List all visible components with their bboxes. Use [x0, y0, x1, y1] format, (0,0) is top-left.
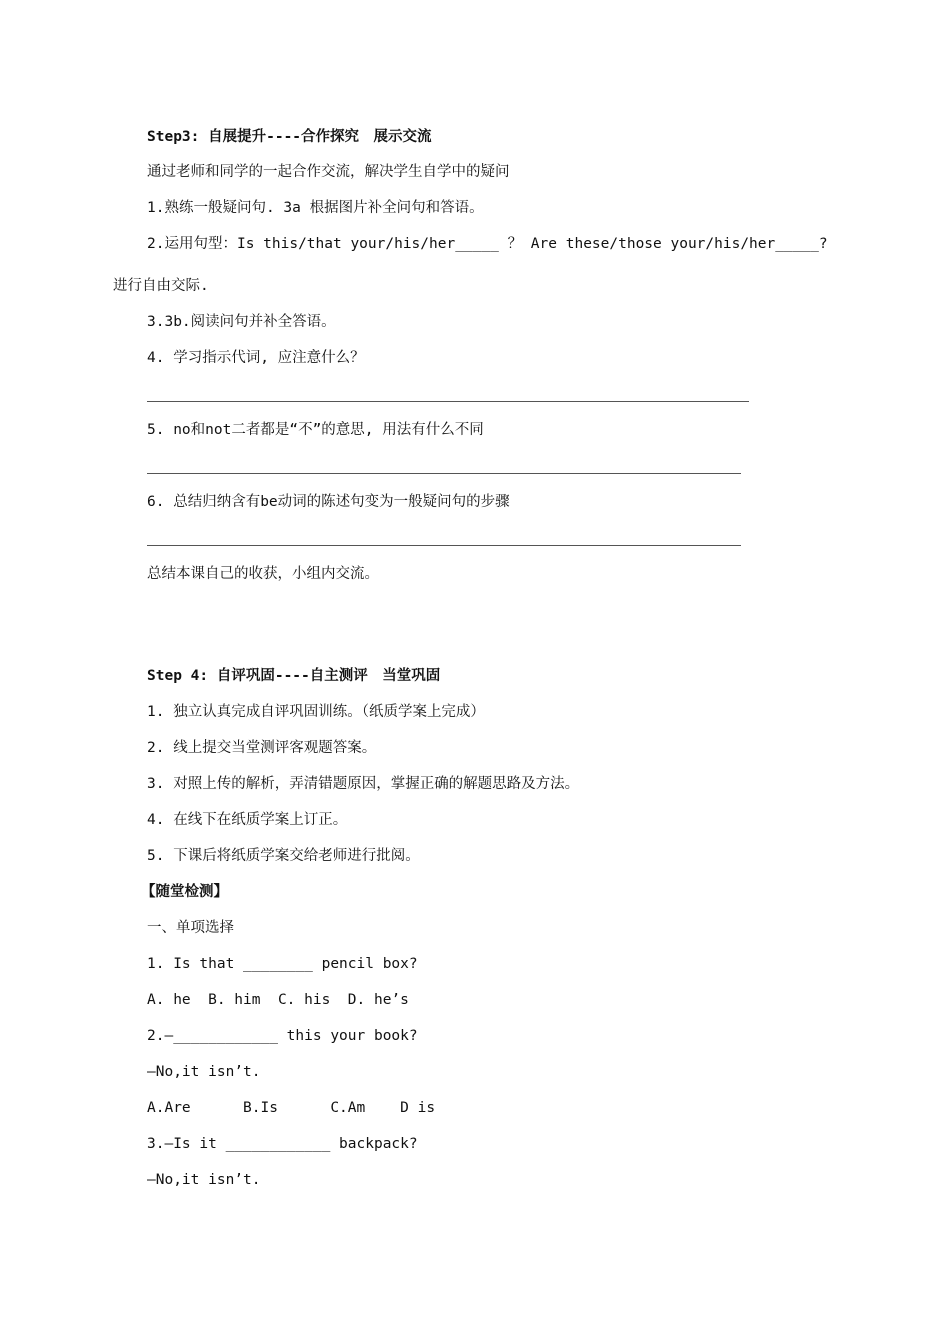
step3-item-6: 6. 总结归纳含有be动词的陈述句变为一般疑问句的步骤 [147, 494, 510, 510]
question-3-answer: —No,it isn’t. [147, 1172, 261, 1188]
step3-summary: 总结本课自己的收获，小组内交流。 [147, 566, 379, 582]
question-2-options: A.Are B.Is C.Am D is [147, 1100, 436, 1116]
question-1-options: A. he B. him C. his D. he’s [147, 992, 409, 1008]
question-3: 3.—Is it ____________ backpack? [147, 1136, 418, 1152]
quiz-section-title: 一、单项选择 [147, 920, 234, 936]
question-2-answer: —No,it isn’t. [147, 1064, 261, 1080]
step3-item-3: 3.3b.阅读问句并补全答语。 [147, 314, 336, 330]
answer-line-5 [147, 473, 741, 474]
step3-item-2-continued: 进行自由交际. [113, 278, 209, 294]
step3-item-2: 2.运用句型：Is this/that your/his/her_____ ？ Are these/those your/his/her_____? [147, 236, 828, 252]
answer-line-4 [147, 401, 749, 402]
step4-heading: Step 4: 自评巩固----自主测评 当堂巩固 [147, 668, 441, 684]
step4-item-1: 1. 独立认真完成自评巩固训练。（纸质学案上完成） [147, 704, 485, 720]
step3-heading: Step3: 自展提升----合作探究 展示交流 [147, 129, 432, 145]
question-1: 1. Is that ________ pencil box? [147, 956, 418, 972]
step4-item-5: 5. 下课后将纸质学案交给老师进行批阅。 [147, 848, 420, 864]
step3-item-4: 4. 学习指示代词, 应注意什么？ [147, 350, 365, 366]
step3-item-5: 5. no和not二者都是“不”的意思, 用法有什么不同 [147, 422, 484, 438]
question-2: 2.—____________ this your book? [147, 1028, 418, 1044]
step4-item-2: 2. 线上提交当堂测评客观题答案。 [147, 740, 377, 756]
step3-item-1: 1.熟练一般疑问句. 3a 根据图片补全问句和答语。 [147, 200, 484, 216]
answer-line-6 [147, 545, 741, 546]
step4-item-3: 3. 对照上传的解析，弄清错题原因，掌握正确的解题思路及方法。 [147, 776, 580, 792]
quiz-heading: 【随堂检测】 [141, 884, 228, 900]
step3-intro: 通过老师和同学的一起合作交流，解决学生自学中的疑问 [147, 164, 510, 180]
step4-item-4: 4. 在线下在纸质学案上订正。 [147, 812, 348, 828]
